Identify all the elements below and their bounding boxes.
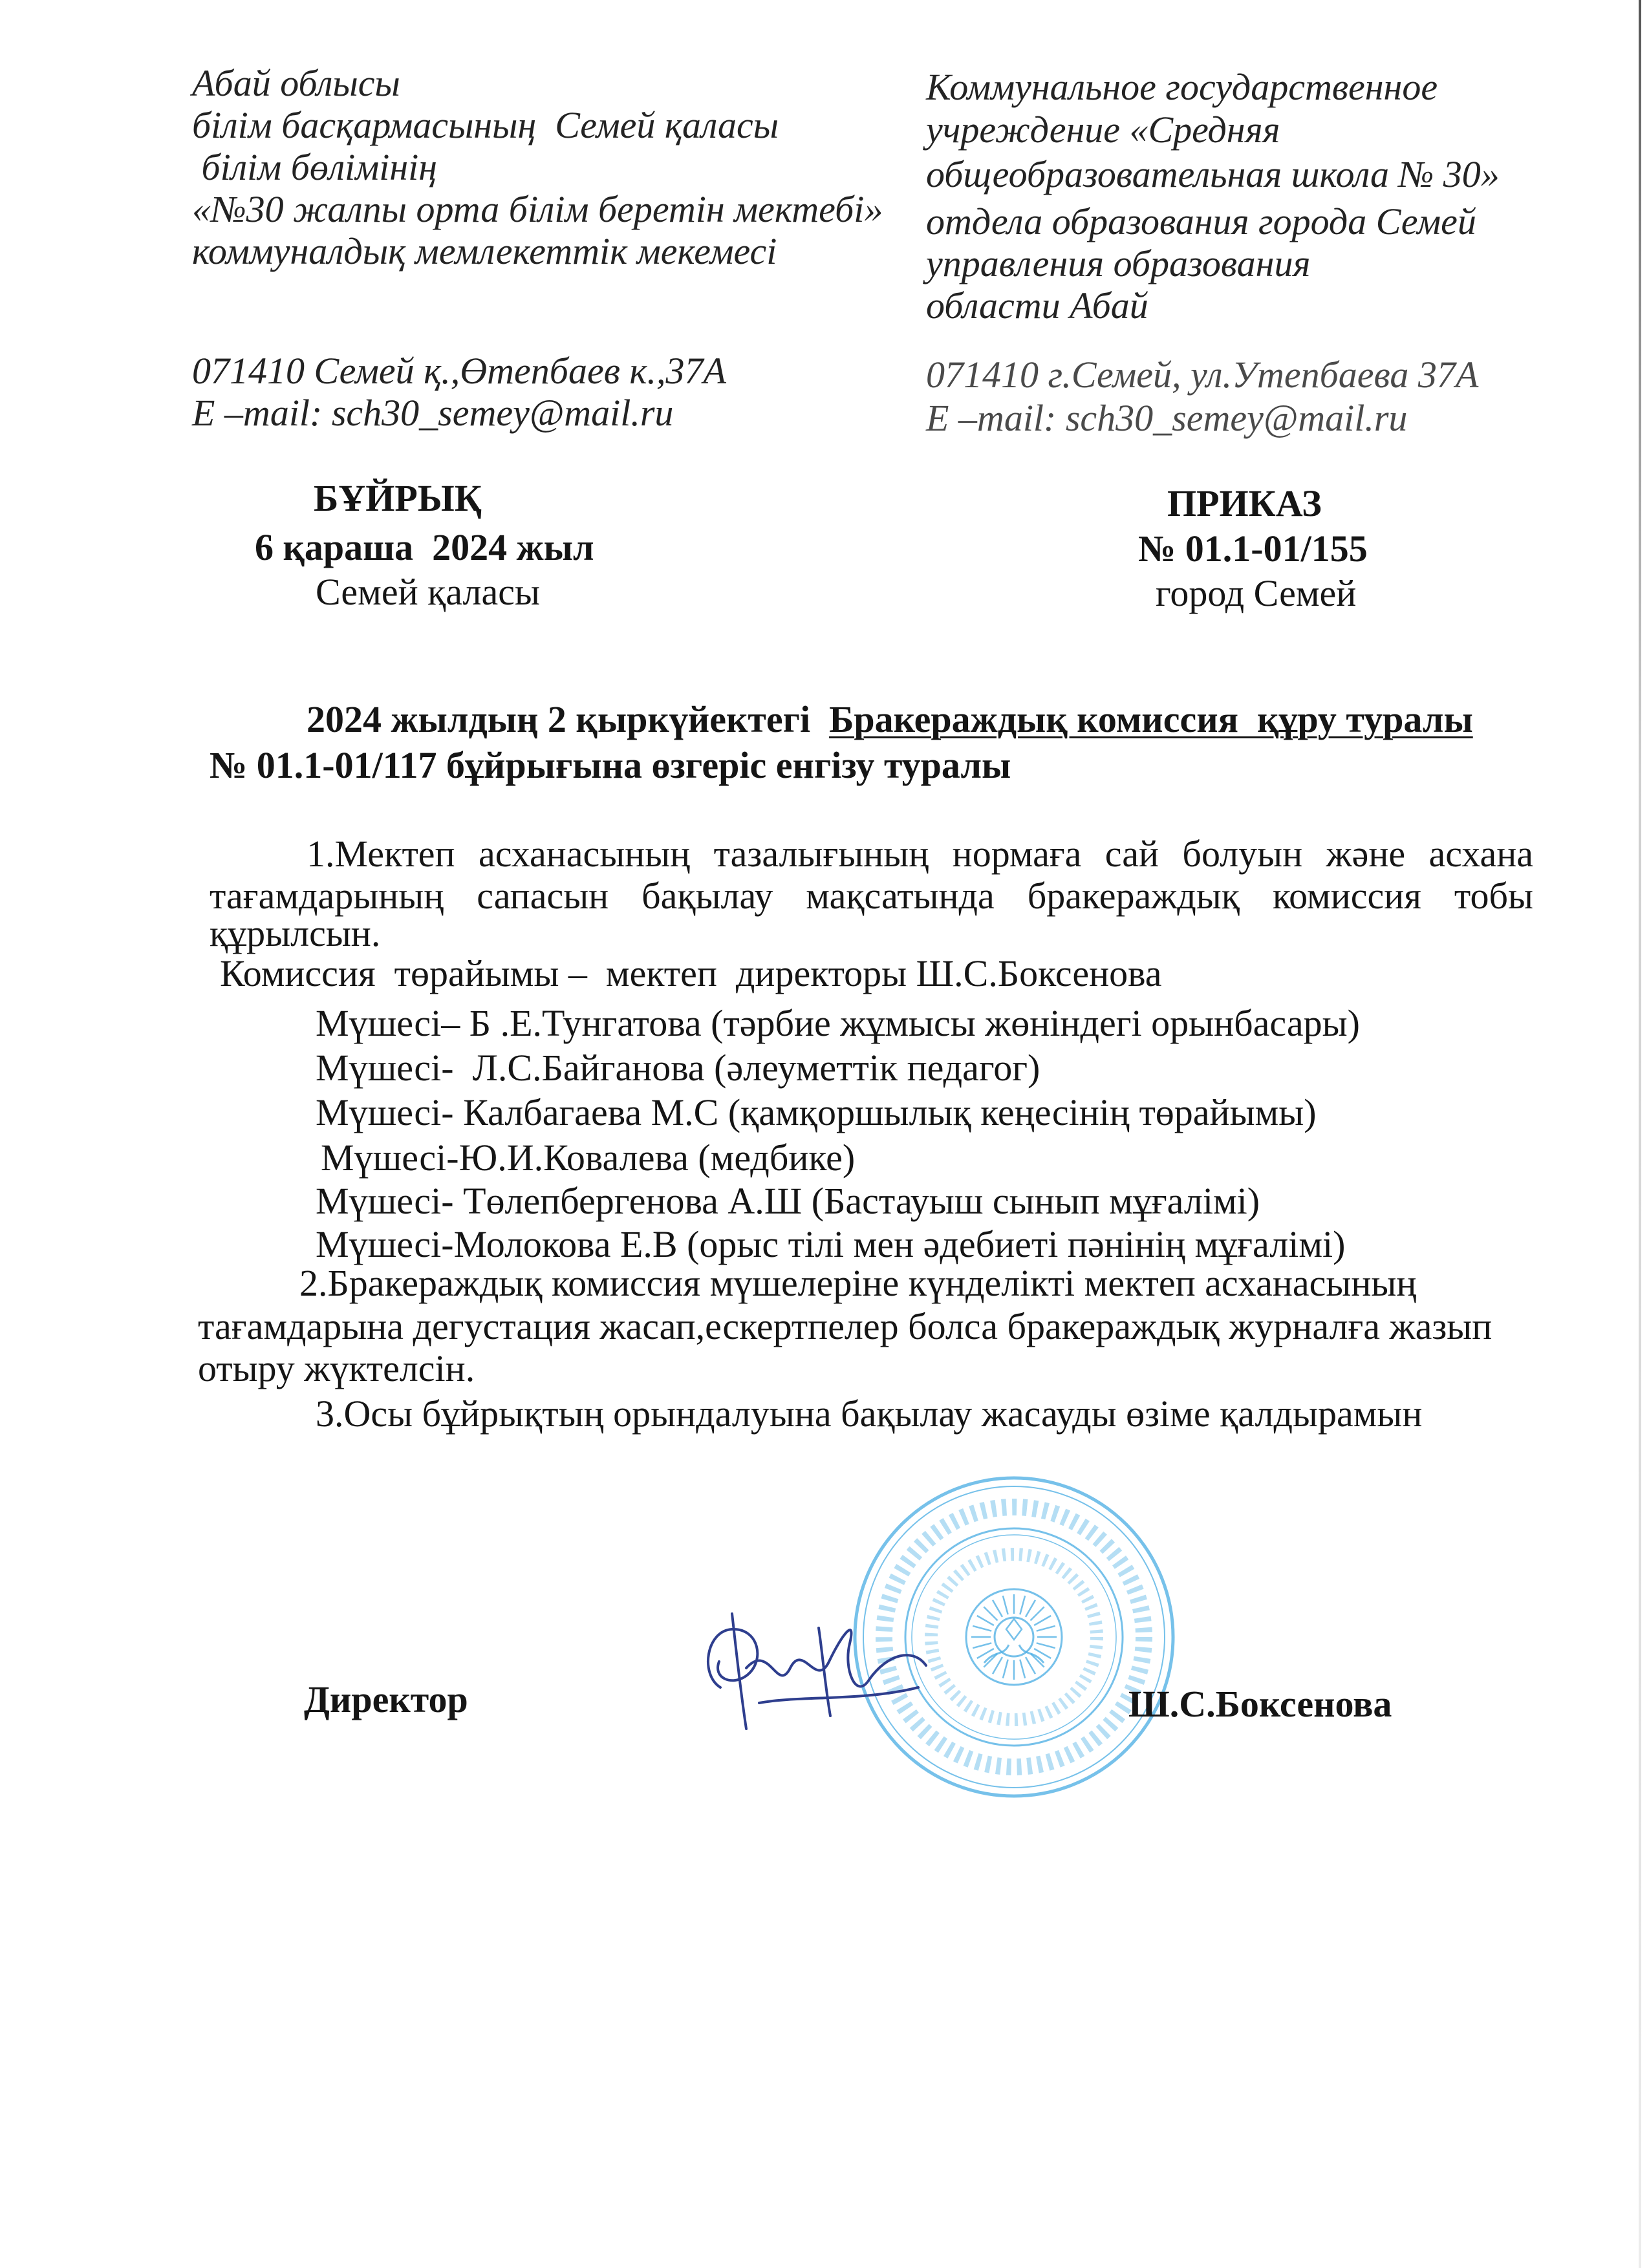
commission-chair: Комиссия төрайымы – мектеп директоры Ш.С.Боксенова <box>220 952 1162 994</box>
header-kk-line: Абай облысы <box>192 62 400 104</box>
paragraph-2-line: 2.Бракераждық комиссия мүшелеріне күнделікті мектеп асханасының <box>299 1262 1417 1304</box>
order-title-kk: БҰЙРЫҚ <box>314 477 482 519</box>
signatory-name: Ш.С.Боксенова <box>1128 1683 1392 1725</box>
commission-member: Мүшесі- Калбагаева М.С (қамқоршылық кеңесінің төрайымы) <box>316 1091 1317 1133</box>
subject-line-2: № 01.1-01/117 бұйрығына өзгеріс енгізу туралы <box>210 744 1011 786</box>
header-ru-line: области Абай <box>926 284 1148 326</box>
emblem-ray <box>973 1643 991 1648</box>
subject-prefix: 2024 жылдың 2 қыркүйектегі <box>307 698 830 740</box>
order-date: 6 қараша 2024 жыл <box>255 526 594 568</box>
header-kk-line: білім басқармасының Семей қаласы <box>192 104 779 146</box>
handwritten-signature <box>692 1602 938 1738</box>
stamp-ring <box>912 1535 1116 1739</box>
header-kk-line: коммуналдық мемлекеттік мекемесі <box>192 230 777 272</box>
header-kk-email: E –mail: sch30_semey@mail.ru <box>192 392 674 434</box>
signatory-position: Директор <box>304 1678 468 1720</box>
commission-member: Мүшесі-Ю.И.Ковалева (медбике) <box>321 1137 856 1179</box>
signature-scribble <box>746 1630 926 1686</box>
paragraph-1-line: 1.Мектеп асханасының тазалығының нормаға сай болуын және асхана <box>307 833 1533 875</box>
header-kk-address: 071410 Семей қ.,Өтепбаев к.,37А <box>192 350 726 392</box>
emblem-ray <box>993 1657 1002 1674</box>
subject-underlined: Бракераждық комиссия құру туралы <box>829 698 1473 740</box>
emblem-ray <box>1037 1643 1055 1648</box>
paragraph-1-line: құрылсын. <box>210 912 381 954</box>
emblem-ray <box>1037 1626 1055 1631</box>
emblem-ray <box>1003 1596 1008 1614</box>
stamp-ring <box>905 1528 1123 1746</box>
commission-member: Мүшесі- Төлепбергенова А.Ш (Бастауыш сынып мұғалімі) <box>316 1180 1260 1222</box>
emblem-icon <box>966 1589 1062 1685</box>
header-ru-address: 071410 г.Семей, ул.Утепбаева 37А <box>926 354 1479 396</box>
commission-member: Мүшесі– Б .Е.Тунгатова (тәрбие жұмысы жөніндегі орынбасары) <box>316 1002 1360 1044</box>
signature-underline <box>759 1687 918 1703</box>
order-number: № 01.1-01/155 <box>1138 528 1368 570</box>
signature-loop <box>708 1629 757 1687</box>
emblem-ray <box>1026 1657 1035 1674</box>
emblem-ray <box>1020 1660 1025 1678</box>
paragraph-2-line: тағамдарына дегустация жасап,ескертпелер болса бракераждық журналға жазып <box>198 1305 1493 1347</box>
header-ru-line: общеобразовательная школа № 30» <box>926 153 1500 195</box>
paragraph-3: 3.Осы бұйрықтың орындалуына бақылау жасауды өзіме қалдырамын <box>316 1393 1423 1435</box>
emblem-ray <box>1030 1607 1044 1620</box>
header-ru-line: Коммунальное государственное <box>926 66 1438 108</box>
paragraph-2-line: отыру жүктелсін. <box>198 1347 475 1389</box>
header-kk-line: білім бөлімінің <box>192 146 438 188</box>
header-kk-line: «№30 жалпы орта білім беретін мектебі» <box>192 188 883 230</box>
order-city-kk: Семей қаласы <box>316 571 540 613</box>
emblem-ray <box>1034 1616 1051 1625</box>
header-ru-line: отдела образования города Семей <box>926 200 1476 242</box>
paragraph-1-line: тағамдарының сапасын бақылау мақсатында бракераждық комиссия тобы <box>210 875 1533 917</box>
commission-member: Мүшесі-Молокова Е.В (орыс тілі мен әдебиеті пәнінің мұғалімі) <box>316 1223 1346 1265</box>
header-ru-email: E –mail: sch30_semey@mail.ru <box>926 397 1408 439</box>
header-ru-line: учреждение «Средняя <box>926 109 1280 151</box>
emblem-ray <box>973 1626 991 1631</box>
emblem-ray <box>984 1607 997 1620</box>
emblem-ray <box>993 1600 1002 1617</box>
emblem-ray <box>1020 1596 1025 1614</box>
order-title-ru: ПРИКАЗ <box>1167 482 1322 524</box>
header-ru-line: управления образования <box>926 242 1311 284</box>
emblem-ray <box>1003 1660 1008 1678</box>
order-city-ru: город Семей <box>1156 572 1357 614</box>
emblem-ray <box>1026 1600 1035 1617</box>
emblem-ray <box>977 1616 994 1625</box>
stamp-lettering-ring <box>931 1554 1097 1720</box>
subject-line-1 <box>307 698 1473 741</box>
commission-member: Мүшесі- Л.С.Байганова (әлеуметтік педагог) <box>316 1047 1040 1089</box>
scan-edge-line <box>1639 0 1641 2268</box>
signature-stroke <box>819 1628 830 1716</box>
